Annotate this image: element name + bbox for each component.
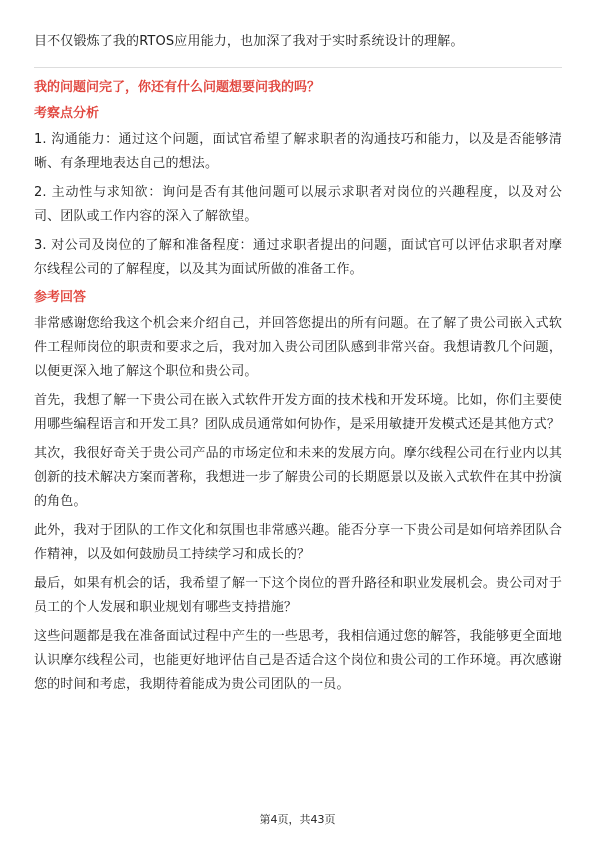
answer-paragraph-2: 首先，我想了解一下贵公司在嵌入式软件开发方面的技术栈和开发环境。比如，你们主要使用哪些编程语言和开发工具？团队成员通常如何协作，是采用敏捷开发模式还是其他方式？: [34, 393, 562, 432]
answer-paragraph-5: 最后，如果有机会的话，我希望了解一下这个岗位的晋升路径和职业发展机会。贵公司对于员工的个人发展和职业规划有哪些支持措施？: [34, 576, 562, 615]
question-heading: 我的问题问完了，你还有什么问题想要问我的吗？: [34, 80, 321, 95]
answer-paragraph-6: 这些问题都是我在准备面试过程中产生的一些思考，我相信通过您的解答，我能够更全面地认识摩尔线程公司，也能更好地评估自己是否适合这个岗位和贵公司的工作环境。再次感谢您的时间和考虑，我期待着能成为贵公司团队的一员。: [34, 629, 562, 692]
document-page: [34, 30, 562, 702]
answer-title: 参考回答: [34, 290, 87, 305]
analysis-item-2: 2. 主动性与求知欲：询问是否有其他问题可以展示求职者对岗位的兴趣程度，以及对公司、团队或工作内容的深入了解欲望。: [34, 185, 562, 224]
answer-paragraph-4: 此外，我对于团队的工作文化和氛围也非常感兴趣。能否分享一下贵公司是如何培养团队合作精神，以及如何鼓励员工持续学习和成长的？: [34, 523, 562, 562]
answer-paragraph-1: 非常感谢您给我这个机会来介绍自己，并回答您提出的所有问题。在了解了贵公司嵌入式软件工程师岗位的职责和要求之后，我对加入贵公司团队感到非常兴奋。我想请教几个问题，以便更深入地了解这个职位和贵公司。: [34, 316, 562, 379]
analysis-item-1: 1. 沟通能力：通过这个问题，面试官希望了解求职者的沟通技巧和能力，以及是否能够清晰、有条理地表达自己的想法。: [34, 132, 562, 171]
page-number-footer: 第4页，共43页: [259, 813, 336, 826]
answer-paragraph-3: 其次，我很好奇关于贵公司产品的市场定位和未来的发展方向。摩尔线程公司在行业内以其创新的技术解决方案而著称，我想进一步了解贵公司的长期愿景以及嵌入式软件在其中扮演的角色。: [34, 446, 562, 509]
analysis-item-3: 3. 对公司及岗位的了解和准备程度：通过求职者提出的问题，面试官可以评估求职者对摩尔线程公司的了解程度，以及其为面试所做的准备工作。: [34, 238, 562, 277]
intro-line: 目不仅锻炼了我的RTOS应用能力，也加深了我对于实时系统设计的理解。: [34, 34, 464, 49]
analysis-title: 考察点分析: [34, 106, 100, 121]
section-divider: [34, 67, 562, 68]
